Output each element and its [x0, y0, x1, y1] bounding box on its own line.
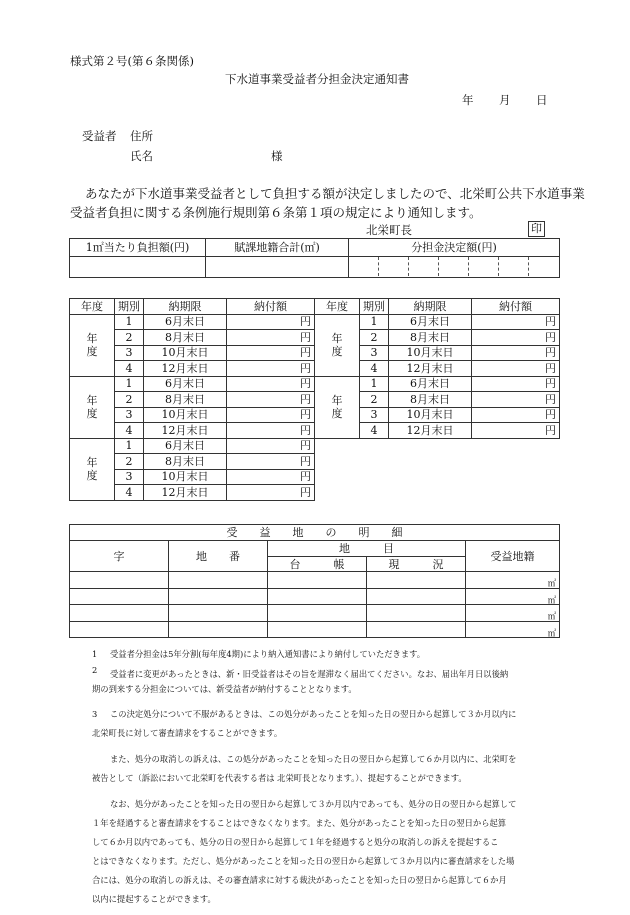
year-cell [70, 314, 115, 376]
year-cell [70, 438, 115, 500]
period-cell: 3 [115, 345, 144, 361]
col-genkyo: 現 況 [367, 557, 466, 572]
land-cell [268, 621, 367, 638]
land-cell [70, 588, 169, 605]
land-cell [367, 588, 466, 605]
year-cell [315, 376, 360, 438]
period-cell: 3 [115, 469, 144, 485]
amount-header-decided: 分担金決定額(円) [349, 239, 560, 257]
digit-divider [438, 257, 439, 276]
amount-per-sqm-cell [70, 257, 206, 278]
amount-cell: 円 [472, 407, 560, 423]
area-cell: ㎡ [466, 605, 560, 622]
form-number: 様式第２号(第６条関係) [70, 54, 194, 68]
amount-cell: 円 [472, 330, 560, 346]
period-cell: 1 [360, 314, 389, 330]
period-cell: 1 [360, 376, 389, 392]
note-3-line: １年を経過すると審査請求をすることはできなくなります。また、処分があったことを知った日の翌日から起算 [92, 818, 507, 828]
address-label: 住所 [130, 129, 153, 143]
digit-divider [468, 257, 469, 276]
amount-cell: 円 [227, 454, 315, 470]
period-cell: 3 [360, 345, 389, 361]
period-cell: 2 [115, 330, 144, 346]
amount-cell: 円 [227, 361, 315, 377]
note-3-line: 北栄町長に対して審査請求をすることができます。 [92, 728, 283, 738]
col-area: 受益地籍 [466, 541, 560, 572]
year-label: 年 度 [331, 332, 343, 358]
year-label: 年 度 [331, 394, 343, 420]
deadline-cell: 10月末日 [389, 407, 472, 423]
deadline-cell: 10月末日 [389, 345, 472, 361]
note-2-line: 受益者に変更があったときは、新・旧受益者はその旨を遅滞なく届出てください。なお、届出年月日以後納 [110, 669, 509, 679]
payment-table-left [69, 298, 315, 501]
seal-mark: 印 [528, 221, 545, 237]
period-cell: 2 [360, 392, 389, 408]
amount-cell: 円 [227, 469, 315, 485]
amount-cell: 円 [227, 407, 315, 423]
year-label: 年 度 [86, 332, 98, 358]
land-detail-table [69, 524, 560, 638]
note-3-line: 合には、処分の取消しの訴えは、その審査請求に対する裁決があったことを知った日の翌日から起算して６か月 [92, 875, 507, 885]
amount-total-area-cell [206, 257, 349, 278]
year-label: 年 度 [86, 456, 98, 482]
digit-divider [408, 257, 409, 276]
note-3-line: また、処分の取消しの訴えは、この処分があったことを知った日の翌日から起算して６か月以内に、北栄町を [110, 754, 517, 764]
amount-cell: 円 [227, 485, 315, 501]
note-3-line: この決定処分について不服があるときは、この処分があったことを知った日の翌日から起算して３か月以内に [110, 709, 517, 719]
amount-cell: 円 [227, 392, 315, 408]
land-cell [70, 621, 169, 638]
deadline-cell: 12月末日 [389, 423, 472, 439]
deadline-cell: 10月末日 [144, 407, 227, 423]
deadline-cell: 6月末日 [389, 314, 472, 330]
amount-cell: 円 [472, 423, 560, 439]
note-3-number: 3 [92, 709, 98, 719]
deadline-cell: 12月末日 [144, 423, 227, 439]
land-cell [70, 572, 169, 589]
header-amount: 納付額 [472, 299, 560, 315]
date-month-label: 月 [499, 93, 511, 107]
digit-divider [528, 257, 529, 276]
period-cell: 1 [115, 438, 144, 454]
amount-cell: 円 [227, 345, 315, 361]
land-cell [367, 605, 466, 622]
land-cell [367, 621, 466, 638]
header-amount: 納付額 [227, 299, 315, 315]
period-cell: 1 [115, 314, 144, 330]
deadline-cell: 12月末日 [144, 485, 227, 501]
payment-table-right [314, 298, 560, 439]
note-2-line: 期の到来する分担金については、新受益者が納付することとなります。 [92, 684, 357, 694]
digit-divider [378, 257, 379, 276]
year-label: 年 度 [86, 394, 98, 420]
amount-cell: 円 [227, 330, 315, 346]
note-3-line: なお、処分があったことを知った日の翌日から起算して３か月以内であっても、処分の日の翌日から起算して [110, 799, 517, 809]
header-deadline: 納期限 [144, 299, 227, 315]
period-cell: 2 [115, 392, 144, 408]
period-cell: 4 [115, 361, 144, 377]
col-daicho: 台 帳 [268, 557, 367, 572]
deadline-cell: 8月末日 [144, 330, 227, 346]
land-cell [169, 588, 268, 605]
amount-cell: 円 [227, 314, 315, 330]
period-cell: 1 [115, 376, 144, 392]
deadline-cell: 12月末日 [144, 361, 227, 377]
amount-cell: 円 [472, 314, 560, 330]
year-cell [70, 376, 115, 438]
note-2-number: 2 [92, 665, 98, 675]
note-3-line: 被告として（訴訟において北栄町を代表する者は 北栄町長となります。）、提起することができます。 [92, 773, 467, 783]
date-year-label: 年 [462, 93, 474, 107]
period-cell: 2 [115, 454, 144, 470]
note-1-number: 1 [92, 649, 98, 659]
land-cell [268, 572, 367, 589]
amount-header-per-sqm: 1㎡当たり負担額(円) [70, 239, 206, 257]
area-cell: ㎡ [466, 621, 560, 638]
land-cell [268, 588, 367, 605]
deadline-cell: 12月末日 [389, 361, 472, 377]
area-cell: ㎡ [466, 572, 560, 589]
amount-cell: 円 [227, 438, 315, 454]
date-day-label: 日 [536, 93, 548, 107]
body-line-2: 受益者負担に関する条例施行規則第６条第１項の規定により通知します。 [70, 205, 482, 220]
deadline-cell: 8月末日 [389, 392, 472, 408]
deadline-cell: 10月末日 [144, 345, 227, 361]
period-cell: 4 [115, 485, 144, 501]
land-cell [268, 605, 367, 622]
deadline-cell: 6月末日 [144, 314, 227, 330]
land-cell [169, 572, 268, 589]
note-3-line: 以内に提起することができます。 [92, 894, 216, 904]
header-year: 年度 [315, 299, 360, 315]
col-chimoku: 地 目 [268, 541, 466, 557]
land-cell [70, 605, 169, 622]
amount-cell: 円 [472, 361, 560, 377]
period-cell: 3 [115, 407, 144, 423]
amount-table [69, 238, 560, 278]
col-chiban: 地 番 [169, 541, 268, 572]
land-cell [169, 621, 268, 638]
digit-divider [498, 257, 499, 276]
period-cell: 3 [360, 407, 389, 423]
deadline-cell: 6月末日 [389, 376, 472, 392]
period-cell: 2 [360, 330, 389, 346]
header-year: 年度 [70, 299, 115, 315]
header-period: 期別 [360, 299, 389, 315]
deadline-cell: 6月末日 [144, 376, 227, 392]
amount-header-total-area: 賦課地籍合計(㎡) [206, 239, 349, 257]
col-aza: 字 [70, 541, 169, 572]
name-label: 氏名 [130, 149, 153, 163]
issuer: 北栄町長 [366, 223, 412, 237]
period-cell: 4 [360, 423, 389, 439]
header-period: 期別 [115, 299, 144, 315]
deadline-cell: 8月末日 [144, 454, 227, 470]
land-detail-title: 受 益 地 の 明 細 [70, 525, 560, 541]
land-cell [169, 605, 268, 622]
amount-cell: 円 [472, 345, 560, 361]
amount-cell: 円 [227, 423, 315, 439]
document-title: 下水道事業受益者分担金決定通知書 [225, 72, 409, 86]
recipient-label: 受益者 [82, 129, 117, 143]
header-deadline: 納期限 [389, 299, 472, 315]
deadline-cell: 8月末日 [144, 392, 227, 408]
land-cell [367, 572, 466, 589]
year-cell [315, 314, 360, 376]
deadline-cell: 10月末日 [144, 469, 227, 485]
deadline-cell: 6月末日 [144, 438, 227, 454]
body-line-1: あなたが下水道事業受益者として負担する額が決定しましたので、北栄町公共下水道事業 [85, 186, 585, 201]
amount-cell: 円 [227, 376, 315, 392]
period-cell: 4 [115, 423, 144, 439]
note-1: 受益者分担金は5年分割(毎年度4期)により納入通知書により納付していただきます。 [110, 649, 426, 659]
note-2 [110, 665, 508, 684]
deadline-cell: 8月末日 [389, 330, 472, 346]
period-cell: 4 [360, 361, 389, 377]
area-cell: ㎡ [466, 588, 560, 605]
honorific: 様 [271, 149, 283, 163]
note-3-line: して６か月以内であっても、処分の日の翌日から起算して１年を経過すると処分の取消しの訴えを提起するこ [92, 837, 499, 847]
amount-cell: 円 [472, 376, 560, 392]
amount-cell: 円 [472, 392, 560, 408]
note-3-line: とはできなくなります。ただし、処分があったことを知った日の翌日から起算して３か月以内に審査請求をした場 [92, 856, 515, 866]
